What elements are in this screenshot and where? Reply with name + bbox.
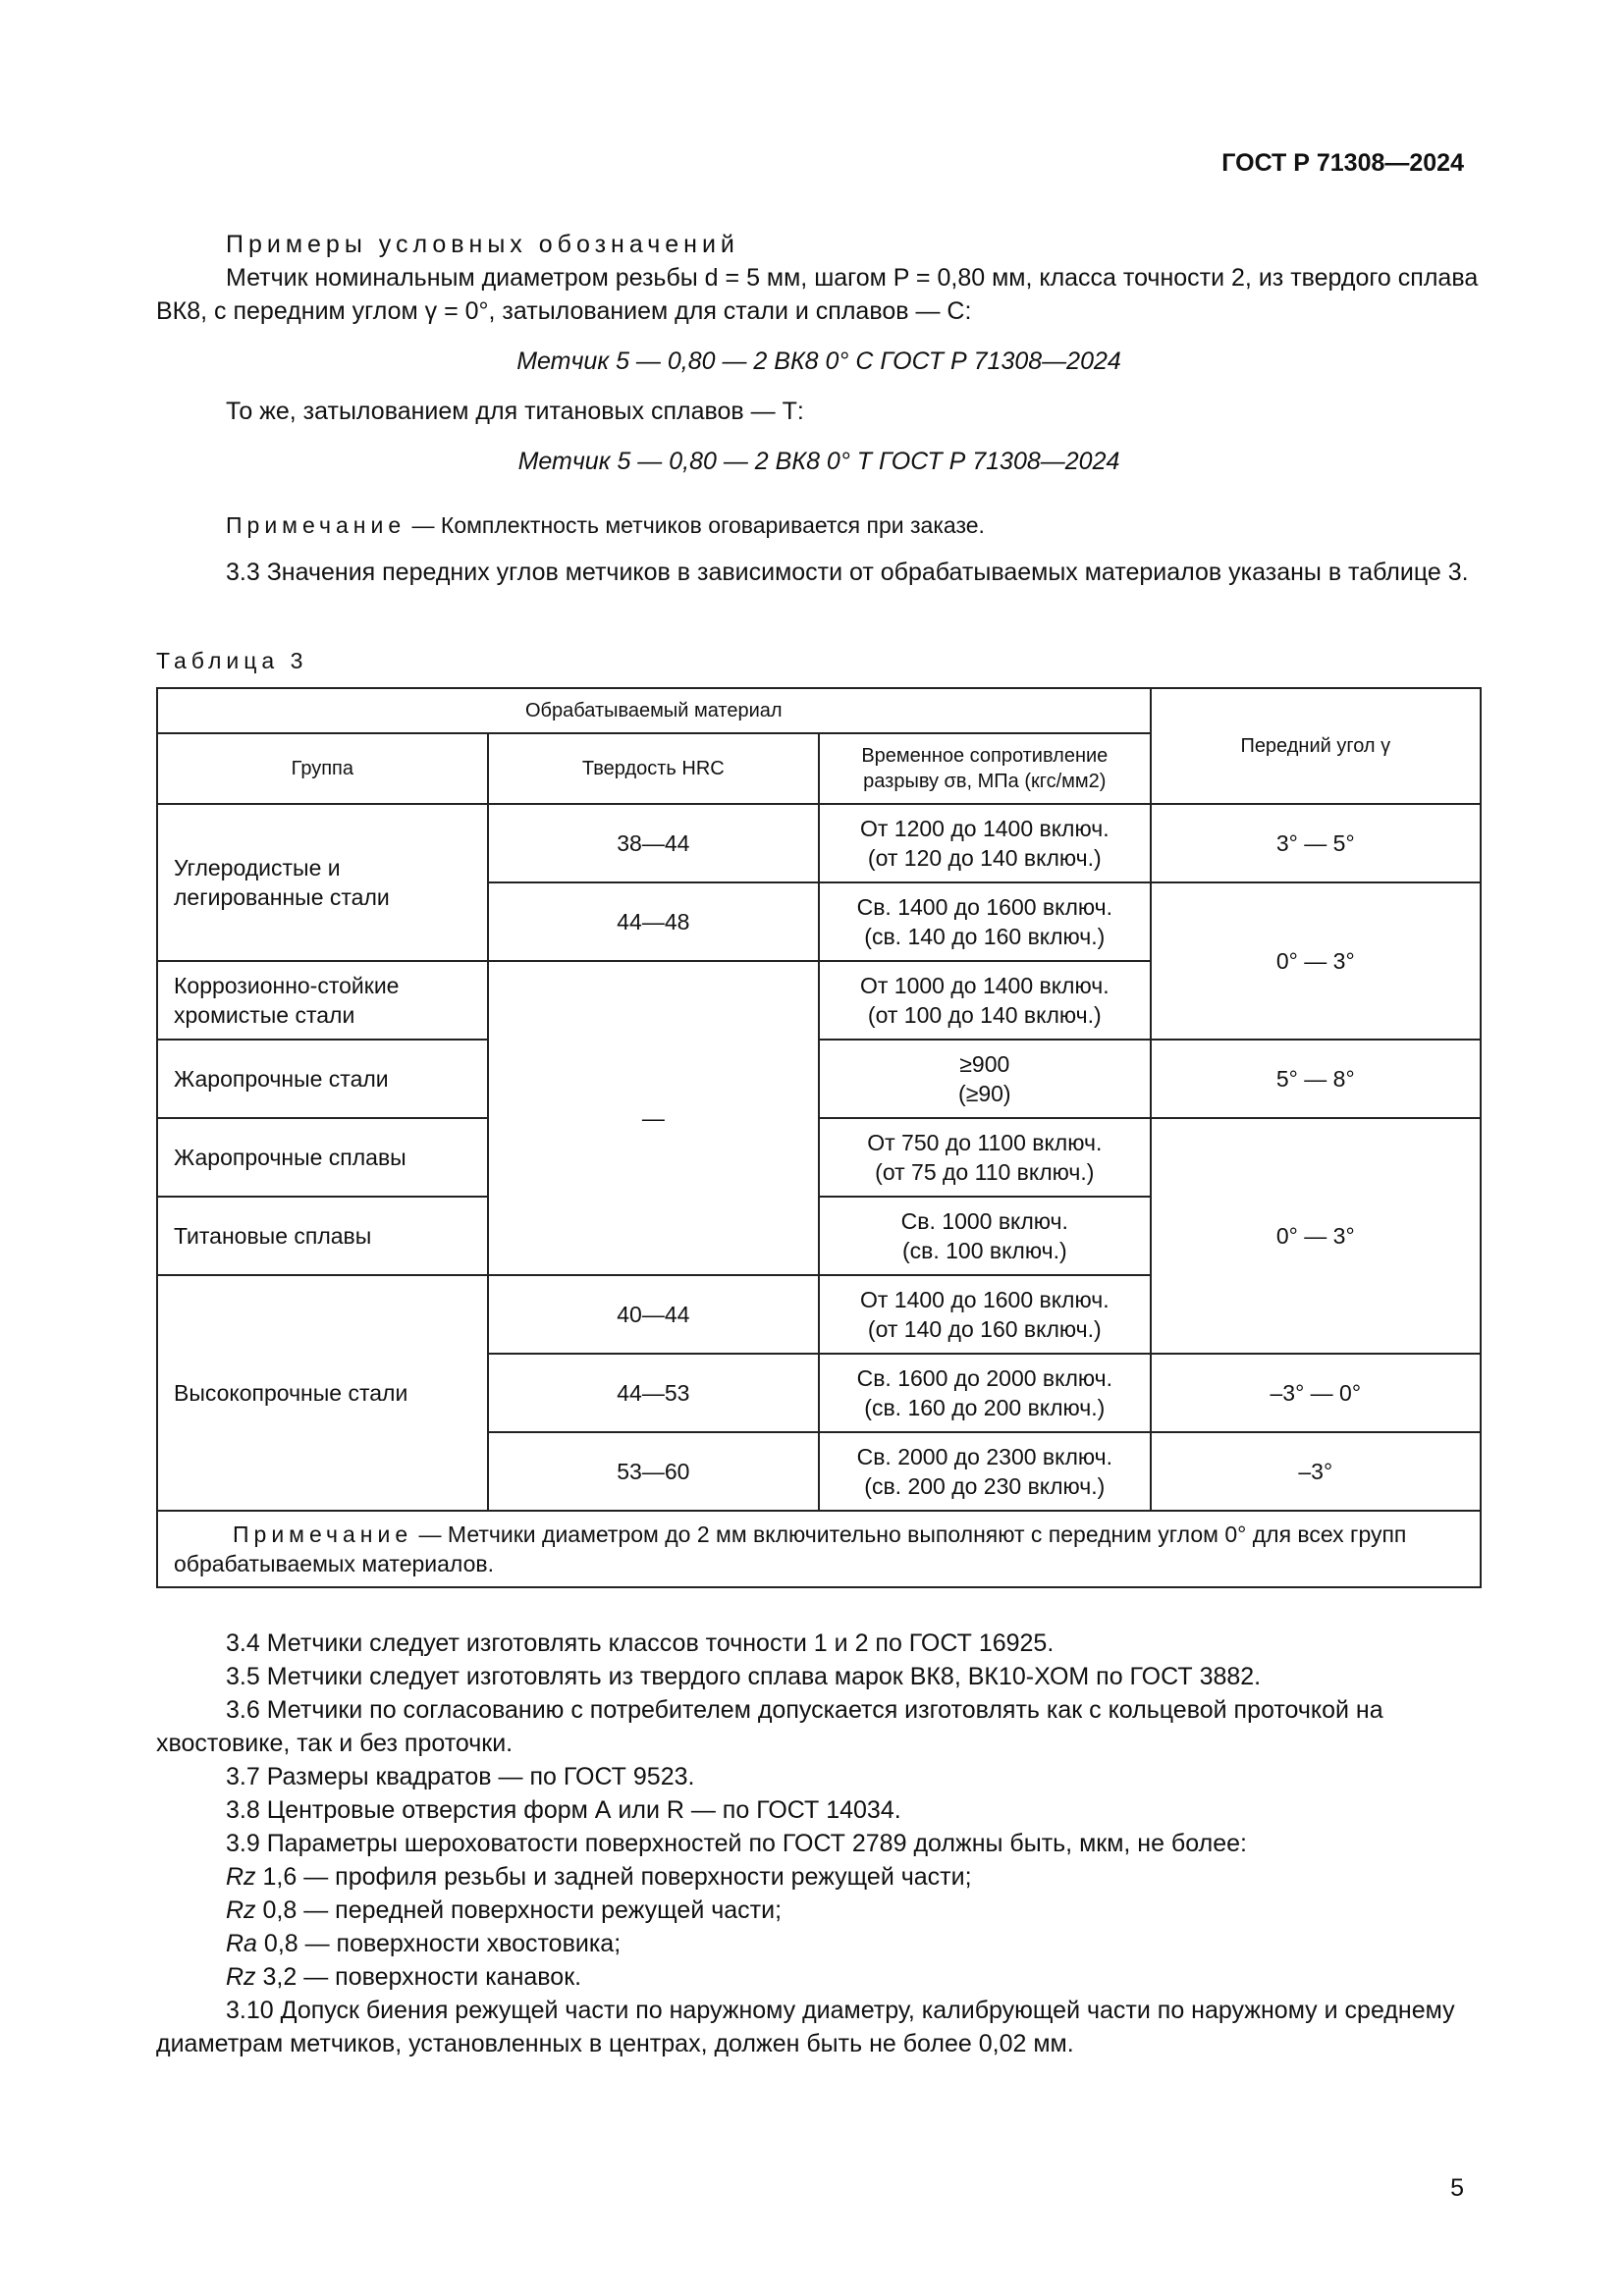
paragraph-3-8: 3.8 Центровые отверстия форм А или R — по ГОСТ 14034. xyxy=(226,1796,901,1824)
hardness-cell: 38—44 xyxy=(488,804,819,882)
note-1-label: Примечание xyxy=(226,512,406,538)
angle-cell: 5° — 8° xyxy=(1151,1040,1481,1118)
note-1-text: — Комплектность метчиков оговаривается при заказе. xyxy=(406,512,985,538)
examples-title: Примеры условных обозначений xyxy=(226,231,739,258)
table-note xyxy=(157,1511,1481,1587)
roughness-item: Rz 1,6 — профиля резьбы и задней поверхности режущей части; xyxy=(226,1863,972,1891)
example-paragraph-1: Метчик номинальным диаметром резьбы d = 5 мм, шагом P = 0,80 мм, класса точности 2, из твердого сплава ВК8, с передним углом γ = 0°, затылованием для стали и сплавов — С: xyxy=(156,264,1479,325)
hardness-cell: 44—53 xyxy=(488,1354,819,1432)
table-note-label: Примечание xyxy=(233,1522,413,1547)
group-corrosion-resistant-steels: Коррозионно-стойкие хромистые стали xyxy=(157,961,488,1040)
strength-cell: От 1400 до 1600 включ. (от 140 до 160 включ.) xyxy=(819,1275,1151,1354)
table-note-text: — Метчики диаметром до 2 мм включительно выполняют с передним углом 0° для всех групп обрабатываемых материалов. xyxy=(174,1522,1407,1576)
paragraph-3-3: 3.3 Значения передних углов метчиков в зависимости от обрабатываемых материалов указаны в таблице 3. xyxy=(226,559,1469,586)
angle-cell: –3° — 0° xyxy=(1151,1354,1481,1432)
paragraph-3-7: 3.7 Размеры квадратов — по ГОСТ 9523. xyxy=(226,1763,695,1790)
strength-cell: Св. 1000 включ. (св. 100 включ.) xyxy=(819,1197,1151,1275)
group-heat-resistant-steels: Жаропрочные стали xyxy=(157,1040,488,1118)
angle-cell: 0° — 3° xyxy=(1151,882,1481,1040)
header-angle: Передний угол γ xyxy=(1151,688,1481,804)
roughness-item: Rz 3,2 — поверхности канавок. xyxy=(226,1963,582,1991)
strength-cell: От 1200 до 1400 включ. (от 120 до 140 включ.) xyxy=(819,804,1151,882)
hardness-cell: 44—48 xyxy=(488,882,819,961)
strength-cell: От 1000 до 1400 включ. (от 100 до 140 включ.) xyxy=(819,961,1151,1040)
roughness-item: Ra 0,8 — поверхности хвостовика; xyxy=(226,1930,622,1957)
page-number: 5 xyxy=(1450,2174,1464,2202)
paragraph-3-9: 3.9 Параметры шероховатости поверхностей по ГОСТ 2789 должны быть, мкм, не более: xyxy=(226,1830,1247,1857)
paragraph-3-5: 3.5 Метчики следует изготовлять из твердого сплава марок ВК8, ВК10-ХОМ по ГОСТ 3882. xyxy=(226,1663,1262,1690)
paragraph-3-4: 3.4 Метчики следует изготовлять классов точности 1 и 2 по ГОСТ 16925. xyxy=(226,1629,1055,1657)
hardness-cell: 53—60 xyxy=(488,1432,819,1511)
hardness-cell: 40—44 xyxy=(488,1275,819,1354)
group-high-strength-steels: Высокопрочные стали xyxy=(157,1275,488,1511)
designation-example-2: Метчик 5 — 0,80 — 2 ВК8 0° Т ГОСТ Р 71308—2024 xyxy=(517,448,1120,475)
header-group: Группа xyxy=(157,733,488,804)
paragraph-3-10: 3.10 Допуск биения режущей части по наружному диаметру, калибрующей части по наружному и среднему диаметрам метчиков, установленных в центрах, должен быть не более 0,02 мм. xyxy=(156,1997,1455,2057)
group-carbon-alloy-steels: Углеродистые и легированные стали xyxy=(157,804,488,961)
designation-example-1: Метчик 5 — 0,80 — 2 ВК8 0° С ГОСТ Р 71308—2024 xyxy=(516,347,1121,375)
strength-cell: Св. 2000 до 2300 включ. (св. 200 до 230 включ.) xyxy=(819,1432,1151,1511)
table-caption: Таблица 3 xyxy=(156,648,308,673)
angle-cell: –3° xyxy=(1151,1432,1481,1511)
group-heat-resistant-alloys: Жаропрочные сплавы xyxy=(157,1118,488,1197)
angle-cell: 0° — 3° xyxy=(1151,1118,1481,1354)
strength-cell: Св. 1400 до 1600 включ. (св. 140 до 160 включ.) xyxy=(819,882,1151,961)
paragraph-3-6: 3.6 Метчики по согласованию с потребителем допускается изготовлять как с кольцевой проточкой на хвостовике, так и без проточки. xyxy=(156,1696,1383,1757)
roughness-item: Rz 0,8 — передней поверхности режущей части; xyxy=(226,1896,783,1924)
strength-cell: ≥900 (≥90) xyxy=(819,1040,1151,1118)
group-titanium-alloys: Титановые сплавы xyxy=(157,1197,488,1275)
header-hardness: Твердость HRC xyxy=(488,733,819,804)
header-strength: Временное сопротивление разрыву σв, МПа (кгс/мм2) xyxy=(819,733,1151,804)
document-id: ГОСТ Р 71308—2024 xyxy=(1221,149,1464,177)
note-1 xyxy=(156,508,1482,542)
strength-cell: От 750 до 1100 включ. (от 75 до 110 включ.) xyxy=(819,1118,1151,1197)
table-3 xyxy=(156,687,1482,1588)
example-paragraph-2: То же, затылованием для титановых сплавов — Т: xyxy=(226,398,804,425)
strength-cell: Св. 1600 до 2000 включ. (св. 160 до 200 включ.) xyxy=(819,1354,1151,1432)
hardness-cell-dash: — xyxy=(488,961,819,1275)
angle-cell: 3° — 5° xyxy=(1151,804,1481,882)
header-material: Обрабатываемый материал xyxy=(157,688,1151,733)
